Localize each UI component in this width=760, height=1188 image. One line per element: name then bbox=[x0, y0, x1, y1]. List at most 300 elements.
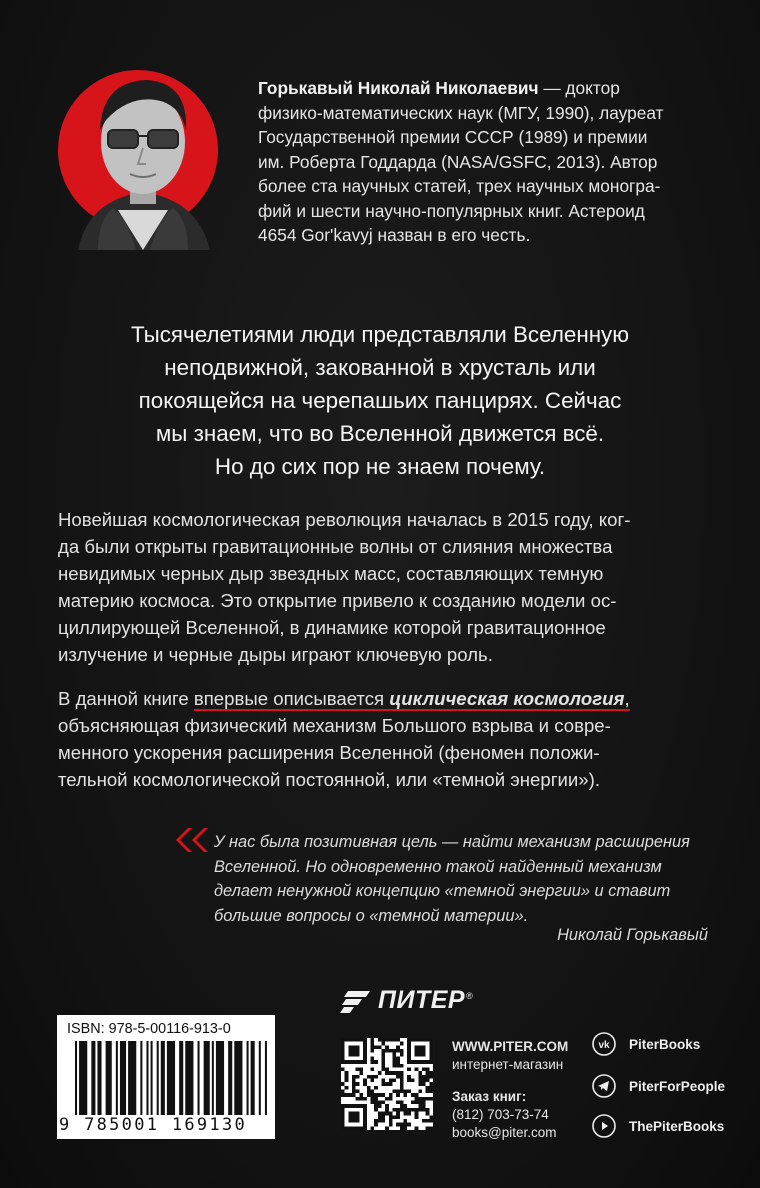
qr-module bbox=[393, 1049, 397, 1053]
qr-module bbox=[400, 1082, 404, 1086]
qr-module bbox=[359, 1071, 363, 1075]
paragraph-line: циллирующей Вселенной, в динамике которой гравитационное bbox=[58, 617, 606, 638]
bio-line: фий и шести научно-популярных книг. Астероид bbox=[258, 200, 645, 221]
qr-module bbox=[381, 1060, 385, 1064]
qr-module bbox=[418, 1097, 422, 1101]
author-photo bbox=[58, 60, 228, 250]
qr-module bbox=[415, 1126, 419, 1130]
qr-module bbox=[374, 1045, 378, 1049]
barcode-bar bbox=[185, 1041, 193, 1115]
bio-line: им. Роберта Годдарда (NASA/GSFC, 2013). Автор bbox=[258, 151, 658, 172]
qr-module bbox=[370, 1056, 374, 1060]
qr-module bbox=[345, 1093, 349, 1097]
qr-module bbox=[422, 1101, 426, 1105]
qr-module bbox=[389, 1115, 393, 1119]
telegram-icon bbox=[592, 1074, 616, 1098]
qr-module bbox=[393, 1090, 397, 1094]
qr-module bbox=[385, 1038, 389, 1042]
qr-module bbox=[422, 1082, 426, 1086]
qr-module bbox=[356, 1075, 360, 1079]
author-bio bbox=[258, 76, 728, 248]
qr-module bbox=[370, 1101, 374, 1105]
qr-module bbox=[400, 1101, 404, 1105]
qr-module bbox=[418, 1104, 422, 1108]
qr-module bbox=[426, 1126, 430, 1130]
social-vk[interactable] bbox=[592, 1032, 700, 1056]
qr-module bbox=[363, 1097, 367, 1101]
qr-module bbox=[404, 1104, 408, 1108]
qr-module bbox=[381, 1115, 385, 1119]
qr-module bbox=[378, 1115, 382, 1119]
isbn-text: ISBN: 978-5-00116-913-0 bbox=[67, 1021, 231, 1037]
qr-module bbox=[378, 1071, 382, 1075]
qr-module bbox=[422, 1067, 426, 1071]
qr-module bbox=[426, 1086, 430, 1090]
barcode-bar bbox=[179, 1041, 183, 1115]
qr-module bbox=[396, 1108, 400, 1112]
qr-module bbox=[422, 1075, 426, 1079]
qr-module bbox=[426, 1112, 430, 1116]
qr-module bbox=[393, 1038, 397, 1042]
qr-module bbox=[407, 1067, 411, 1071]
ean-number: 9 785001 169130 bbox=[59, 1115, 248, 1135]
qr-module bbox=[370, 1045, 374, 1049]
qr-module bbox=[429, 1097, 433, 1101]
qr-module bbox=[359, 1067, 363, 1071]
qr-module bbox=[345, 1075, 349, 1079]
qr-module bbox=[422, 1097, 426, 1101]
qr-module bbox=[374, 1086, 378, 1090]
qr-module bbox=[418, 1078, 422, 1082]
qr-module bbox=[400, 1078, 404, 1082]
paragraph-line: менного ускорения расширения Вселенной (феномен положи- bbox=[58, 742, 600, 763]
qr-module bbox=[367, 1075, 371, 1079]
author-name: Горькавый Николай Николаевич bbox=[258, 78, 539, 98]
publisher-logo bbox=[340, 986, 473, 1015]
qr-module bbox=[356, 1090, 360, 1094]
qr-module bbox=[363, 1082, 367, 1086]
qr-module bbox=[404, 1126, 408, 1130]
headline-line: Тысячелетиями люди представляли Вселенную bbox=[130, 322, 630, 347]
qr-module bbox=[396, 1101, 400, 1105]
qr-module bbox=[422, 1078, 426, 1082]
barcode-bar bbox=[106, 1041, 112, 1115]
qr-module bbox=[363, 1078, 367, 1082]
barcode-bar bbox=[79, 1041, 87, 1115]
quote-mark-icon bbox=[176, 826, 210, 854]
description-paragraph-2 bbox=[58, 685, 714, 793]
qr-module bbox=[429, 1119, 433, 1123]
qr-module bbox=[370, 1093, 374, 1097]
qr-module bbox=[345, 1071, 349, 1075]
qr-module bbox=[407, 1123, 411, 1127]
qr-module bbox=[381, 1053, 385, 1057]
qr-module bbox=[426, 1075, 430, 1079]
qr-module bbox=[411, 1108, 415, 1112]
qr-module bbox=[341, 1082, 345, 1086]
paragraph-line: материю космоса. Это открытие привело к созданию модели ос- bbox=[58, 590, 617, 611]
qr-module bbox=[429, 1075, 433, 1079]
qr-module bbox=[418, 1075, 422, 1079]
bio-line: физико-математических наук (МГУ, 1990), лауреат bbox=[258, 102, 664, 123]
qr-module bbox=[407, 1112, 411, 1116]
qr-module bbox=[352, 1078, 356, 1082]
qr-module bbox=[381, 1112, 385, 1116]
qr-module bbox=[341, 1067, 345, 1071]
barcode-bar bbox=[97, 1041, 101, 1115]
qr-module bbox=[400, 1123, 404, 1127]
qr-module bbox=[370, 1075, 374, 1079]
qr-module bbox=[393, 1064, 397, 1068]
qr-module bbox=[396, 1071, 400, 1075]
barcode-bar bbox=[161, 1041, 165, 1115]
qr-module bbox=[400, 1126, 404, 1130]
qr-module bbox=[429, 1115, 433, 1119]
barcode-bar bbox=[75, 1041, 77, 1115]
paragraph-line: Новейшая космологическая революция началась в 2015 году, ког- bbox=[58, 509, 631, 530]
qr-module bbox=[374, 1119, 378, 1123]
qr-module bbox=[348, 1045, 359, 1056]
qr-module bbox=[381, 1049, 385, 1053]
qr-module bbox=[356, 1082, 360, 1086]
qr-module bbox=[429, 1082, 433, 1086]
bio-line: Государственной премии СССР (1989) и премии bbox=[258, 127, 648, 147]
qr-module bbox=[370, 1060, 374, 1064]
barcode-bar bbox=[212, 1041, 214, 1115]
qr-module bbox=[359, 1097, 363, 1101]
qr-module bbox=[400, 1053, 404, 1057]
qr-module bbox=[396, 1115, 400, 1119]
paragraph-line: излучение и черные дыры играют ключевую роль. bbox=[58, 644, 493, 665]
website-caption: интернет-магазин bbox=[452, 1057, 564, 1072]
quote bbox=[214, 830, 714, 928]
qr-module bbox=[385, 1045, 389, 1049]
qr-module bbox=[426, 1078, 430, 1082]
paragraph-line: тельной космологической постоянной, или «темной энергии»). bbox=[58, 769, 600, 790]
qr-module bbox=[385, 1082, 389, 1086]
qr-module bbox=[385, 1112, 389, 1116]
social-youtube[interactable] bbox=[592, 1114, 724, 1138]
qr-module bbox=[418, 1108, 422, 1112]
qr-module bbox=[426, 1090, 430, 1094]
qr-module bbox=[378, 1038, 382, 1042]
headline-line: неподвижной, закованной в хрусталь или bbox=[164, 355, 596, 380]
qr-module bbox=[367, 1086, 371, 1090]
qr-module bbox=[370, 1097, 374, 1101]
youtube-icon bbox=[592, 1114, 616, 1138]
quote-line: Вселенной. Но одновременно такой найденный механизм bbox=[214, 857, 662, 876]
qr-module bbox=[374, 1060, 378, 1064]
qr-module bbox=[396, 1090, 400, 1094]
qr-module bbox=[396, 1093, 400, 1097]
qr-module bbox=[385, 1104, 389, 1108]
qr-module bbox=[385, 1049, 389, 1053]
qr-module bbox=[404, 1119, 408, 1123]
qr-module bbox=[378, 1093, 382, 1097]
qr-module bbox=[381, 1064, 385, 1068]
qr-module bbox=[359, 1093, 363, 1097]
qr-module bbox=[396, 1075, 400, 1079]
barcode-bar bbox=[265, 1041, 267, 1115]
qr-module bbox=[381, 1082, 385, 1086]
qr-module bbox=[389, 1082, 393, 1086]
social-telegram[interactable] bbox=[592, 1074, 725, 1098]
qr-module bbox=[385, 1108, 389, 1112]
qr-module bbox=[378, 1119, 382, 1123]
registered-mark: ® bbox=[466, 990, 473, 1001]
barcode-bar bbox=[128, 1041, 136, 1115]
headline bbox=[60, 318, 700, 483]
bio-line: 4654 Gor'kavyj назван в его честь. bbox=[258, 225, 531, 245]
qr-module bbox=[415, 1067, 419, 1071]
highlighted-phrase: циклическая космология bbox=[389, 688, 625, 709]
barcode-bar bbox=[167, 1041, 175, 1115]
barcode-bar bbox=[259, 1041, 261, 1115]
paragraph-line: объясняющая физический механизм Большого взрыва и совре- bbox=[58, 715, 611, 736]
qr-module bbox=[393, 1108, 397, 1112]
headline-line: покоящейся на черепашьих панцирях. Сейчас bbox=[138, 388, 622, 413]
qr-module bbox=[381, 1038, 385, 1042]
qr-module bbox=[389, 1038, 393, 1042]
qr-module bbox=[393, 1053, 397, 1057]
qr-module bbox=[374, 1108, 378, 1112]
qr-module bbox=[429, 1126, 433, 1130]
qr-module bbox=[400, 1104, 404, 1108]
qr-module bbox=[396, 1123, 400, 1127]
qr-module bbox=[374, 1097, 378, 1101]
qr-module bbox=[385, 1071, 389, 1075]
qr-module bbox=[426, 1097, 430, 1101]
qr-module bbox=[422, 1108, 426, 1112]
qr-module bbox=[422, 1119, 426, 1123]
qr-module bbox=[418, 1101, 422, 1105]
qr-module bbox=[370, 1126, 374, 1130]
qr-module bbox=[370, 1090, 374, 1094]
qr-module bbox=[389, 1119, 393, 1123]
piter-logo-icon bbox=[340, 989, 374, 1013]
qr-module bbox=[415, 1108, 419, 1112]
qr-module bbox=[393, 1071, 397, 1075]
paragraph-lead: В данной книге bbox=[58, 688, 194, 709]
qr-module bbox=[393, 1115, 397, 1119]
qr-module bbox=[411, 1078, 415, 1082]
qr-module bbox=[415, 1115, 419, 1119]
website-link[interactable]: WWW.PITER.COM bbox=[452, 1039, 569, 1054]
barcode-bar bbox=[228, 1041, 232, 1115]
qr-module bbox=[374, 1104, 378, 1108]
qr-module bbox=[396, 1056, 400, 1060]
qr-module bbox=[381, 1101, 385, 1105]
qr-module bbox=[352, 1090, 356, 1094]
order-info bbox=[452, 1088, 557, 1142]
qr-module bbox=[378, 1045, 382, 1049]
qr-module bbox=[381, 1119, 385, 1123]
barcode-bar bbox=[247, 1041, 249, 1115]
qr-module bbox=[374, 1101, 378, 1105]
qr-module bbox=[385, 1067, 389, 1071]
qr-module bbox=[404, 1090, 408, 1094]
qr-module bbox=[396, 1045, 400, 1049]
qr-module bbox=[426, 1108, 430, 1112]
qr-module bbox=[389, 1097, 393, 1101]
qr-module bbox=[400, 1064, 404, 1068]
qr-module bbox=[381, 1042, 385, 1046]
qr-module bbox=[341, 1093, 345, 1097]
logo-text: ПИТЕР bbox=[378, 986, 466, 1014]
qr-module bbox=[426, 1119, 430, 1123]
svg-text:vk: vk bbox=[598, 1040, 610, 1051]
qr-module bbox=[389, 1123, 393, 1127]
qr-module bbox=[389, 1112, 393, 1116]
qr-module bbox=[370, 1049, 374, 1053]
qr-module bbox=[345, 1078, 349, 1082]
quote-line: У нас была позитивная цель — найти механизм расширения bbox=[214, 833, 690, 851]
qr-module bbox=[396, 1060, 400, 1064]
qr-module bbox=[404, 1112, 408, 1116]
qr-module bbox=[374, 1123, 378, 1127]
barcode-bar bbox=[146, 1041, 148, 1115]
qr-module bbox=[348, 1112, 359, 1123]
qr-module bbox=[341, 1090, 345, 1094]
headline-line: мы знаем, что во Вселенной движется всё. bbox=[155, 421, 605, 446]
qr-module bbox=[400, 1071, 404, 1075]
qr-code[interactable] bbox=[341, 1038, 433, 1130]
qr-module bbox=[415, 1112, 419, 1116]
qr-module bbox=[389, 1071, 393, 1075]
vk-icon bbox=[592, 1032, 616, 1056]
qr-module bbox=[429, 1090, 433, 1094]
qr-module bbox=[418, 1071, 422, 1075]
social-label: PiterBooks bbox=[629, 1036, 701, 1052]
qr-module bbox=[352, 1075, 356, 1079]
order-phone[interactable]: (812) 703-73-74 bbox=[452, 1107, 549, 1122]
qr-module bbox=[367, 1090, 371, 1094]
qr-module bbox=[400, 1042, 404, 1046]
qr-module bbox=[396, 1064, 400, 1068]
qr-module bbox=[381, 1056, 385, 1060]
qr-module bbox=[370, 1038, 374, 1042]
qr-module bbox=[411, 1093, 415, 1097]
barcode-bar bbox=[116, 1041, 118, 1115]
author-portrait bbox=[58, 60, 228, 250]
qr-module bbox=[396, 1049, 400, 1053]
underlined-text bbox=[194, 688, 630, 711]
order-label: Заказ книг: bbox=[452, 1089, 527, 1104]
qr-module bbox=[348, 1093, 352, 1097]
qr-module bbox=[389, 1078, 393, 1082]
qr-module bbox=[345, 1086, 349, 1090]
lead-comma: , bbox=[624, 688, 630, 709]
quote-line: делает ненужной концепцию «темной энергии» и ставит bbox=[214, 882, 671, 900]
qr-module bbox=[381, 1067, 385, 1071]
qr-module bbox=[370, 1067, 374, 1071]
barcode-bar bbox=[151, 1041, 153, 1115]
barcode-bar bbox=[157, 1041, 159, 1115]
bio-line: — доктор bbox=[538, 78, 620, 98]
qr-module bbox=[400, 1108, 404, 1112]
qr-module bbox=[418, 1090, 422, 1094]
barcode-bar bbox=[140, 1041, 142, 1115]
qr-module bbox=[415, 1097, 419, 1101]
qr-module bbox=[407, 1078, 411, 1082]
qr-module bbox=[404, 1123, 408, 1127]
qr-module bbox=[356, 1067, 360, 1071]
qr-module bbox=[393, 1060, 397, 1064]
qr-module bbox=[415, 1093, 419, 1097]
qr-module bbox=[374, 1075, 378, 1079]
qr-module bbox=[352, 1093, 356, 1097]
barcode-bar bbox=[120, 1041, 126, 1115]
qr-module bbox=[378, 1112, 382, 1116]
qr-module bbox=[426, 1071, 430, 1075]
qr-module bbox=[352, 1082, 356, 1086]
qr-module bbox=[389, 1049, 393, 1053]
order-email[interactable]: books@piter.com bbox=[452, 1125, 557, 1140]
social-label: ThePiterBooks bbox=[629, 1118, 725, 1134]
qr-module bbox=[429, 1071, 433, 1075]
qr-module bbox=[381, 1078, 385, 1082]
qr-module bbox=[422, 1104, 426, 1108]
qr-module bbox=[370, 1078, 374, 1082]
qr-module bbox=[426, 1067, 430, 1071]
barcode-bars bbox=[75, 1041, 269, 1115]
social-label: PiterForPeople bbox=[629, 1078, 726, 1094]
qr-module bbox=[415, 1101, 419, 1105]
qr-module bbox=[356, 1097, 360, 1101]
qr-module bbox=[407, 1090, 411, 1094]
qr-module bbox=[418, 1082, 422, 1086]
qr-module bbox=[400, 1090, 404, 1094]
bio-line: более ста научных статей, трех научных моногра- bbox=[258, 176, 661, 196]
qr-module bbox=[393, 1078, 397, 1082]
isbn-barcode bbox=[57, 1015, 275, 1139]
qr-module bbox=[400, 1086, 404, 1090]
qr-module bbox=[389, 1093, 393, 1097]
qr-module bbox=[400, 1049, 404, 1053]
qr-module bbox=[407, 1108, 411, 1112]
barcode-bar bbox=[204, 1041, 210, 1115]
qr-module bbox=[404, 1108, 408, 1112]
paragraph-line: невидимых черных дыр звездных масс, составляющих темную bbox=[58, 563, 604, 584]
barcode-bar bbox=[216, 1041, 224, 1115]
qr-module bbox=[400, 1075, 404, 1079]
qr-module bbox=[404, 1093, 408, 1097]
qr-module bbox=[396, 1112, 400, 1116]
quote-author: Николай Горькавый bbox=[557, 926, 708, 944]
headline-line: Но до сих пор не знаем почему. bbox=[214, 454, 546, 479]
qr-module bbox=[370, 1042, 374, 1046]
qr-module bbox=[352, 1086, 356, 1090]
qr-module bbox=[381, 1093, 385, 1097]
qr-module bbox=[429, 1086, 433, 1090]
qr-module bbox=[396, 1038, 400, 1042]
barcode-bar bbox=[234, 1041, 242, 1115]
description-paragraph-1 bbox=[58, 506, 714, 668]
underlined-phrase: впервые описывается bbox=[193, 688, 390, 709]
qr-module bbox=[374, 1093, 378, 1097]
barcode-bar bbox=[198, 1041, 200, 1115]
qr-module bbox=[415, 1045, 426, 1056]
qr-module bbox=[385, 1126, 389, 1130]
qr-module bbox=[411, 1101, 415, 1105]
qr-module bbox=[393, 1056, 397, 1060]
qr-module bbox=[385, 1097, 389, 1101]
paragraph-line: да были открыты гравитационные волны от слияния множества bbox=[58, 536, 613, 557]
qr-module bbox=[407, 1075, 411, 1079]
online-shop bbox=[452, 1038, 568, 1074]
qr-module bbox=[378, 1101, 382, 1105]
qr-module bbox=[378, 1104, 382, 1108]
